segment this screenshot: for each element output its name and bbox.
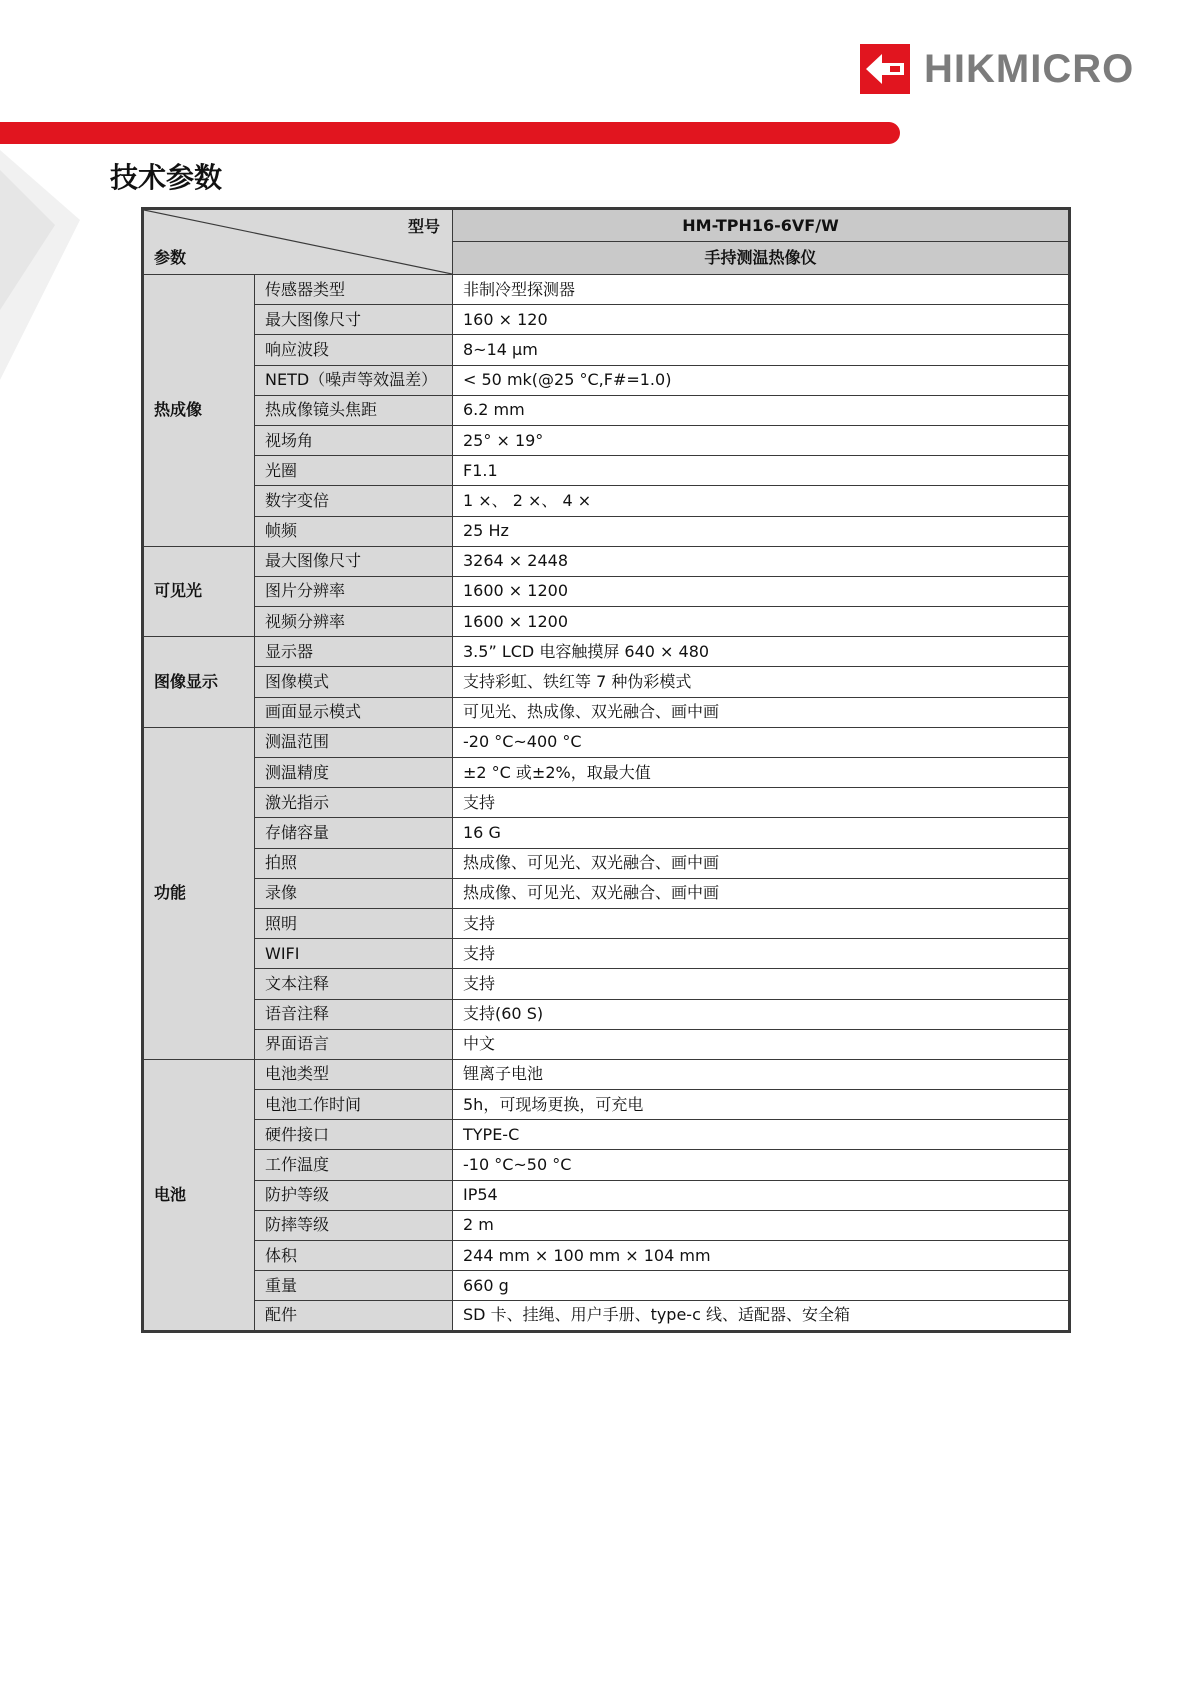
brand-name: HIKMICRO [924, 46, 1135, 91]
param-name-cell: 文本注释 [255, 969, 453, 999]
param-name-cell: 最大图像尺寸 [255, 546, 453, 576]
hikmicro-logo [860, 44, 1134, 94]
table-row [143, 486, 1070, 516]
header-param-label: 参数 [154, 248, 187, 267]
param-name-cell: 语音注释 [255, 999, 453, 1029]
param-value-cell: < 50 mk(@25 °C,F#=1.0) [453, 365, 1070, 395]
param-name-cell: 传感器类型 [255, 275, 453, 305]
param-name-cell: 光圈 [255, 456, 453, 486]
table-row [143, 878, 1070, 908]
param-name-cell: 画面显示模式 [255, 697, 453, 727]
table-row [143, 546, 1070, 576]
param-name-cell: 防摔等级 [255, 1210, 453, 1240]
param-name-cell: 配件 [255, 1301, 453, 1331]
table-row [143, 818, 1070, 848]
decorative-shape-icon [0, 150, 90, 380]
param-name-cell: 视场角 [255, 425, 453, 455]
param-value-cell: -10 °C~50 °C [453, 1150, 1070, 1180]
param-value-cell: 中文 [453, 1029, 1070, 1059]
table-row [143, 607, 1070, 637]
param-name-cell: 显示器 [255, 637, 453, 667]
table-row [143, 1301, 1070, 1331]
param-name-cell: 硬件接口 [255, 1120, 453, 1150]
param-value-cell: 1600 × 1200 [453, 607, 1070, 637]
table-row [143, 758, 1070, 788]
table-row [143, 1120, 1070, 1150]
param-value-cell: 支持 [453, 908, 1070, 938]
category-cell: 可见光 [143, 546, 255, 637]
table-row [143, 697, 1070, 727]
table-row [143, 667, 1070, 697]
table-row [143, 305, 1070, 335]
param-name-cell: 体积 [255, 1241, 453, 1271]
param-value-cell: 16 G [453, 818, 1070, 848]
table-row [143, 1241, 1070, 1271]
param-value-cell: 6.2 mm [453, 395, 1070, 425]
param-value-cell: 非制冷型探测器 [453, 275, 1070, 305]
param-value-cell: 1600 × 1200 [453, 576, 1070, 606]
param-name-cell: 激光指示 [255, 788, 453, 818]
param-name-cell: 存储容量 [255, 818, 453, 848]
param-name-cell: 界面语言 [255, 1029, 453, 1059]
table-row [143, 1210, 1070, 1240]
param-value-cell: 热成像、可见光、双光融合、画中画 [453, 878, 1070, 908]
table-row [143, 788, 1070, 818]
param-value-cell: 1 ×、 2 ×、 4 × [453, 486, 1070, 516]
param-value-cell: F1.1 [453, 456, 1070, 486]
param-name-cell: 数字变倍 [255, 486, 453, 516]
hikmicro-logo-icon [860, 44, 910, 94]
table-row [143, 908, 1070, 938]
table-row [143, 425, 1070, 455]
param-value-cell: IP54 [453, 1180, 1070, 1210]
param-name-cell: 工作温度 [255, 1150, 453, 1180]
table-row [143, 848, 1070, 878]
param-name-cell: 防护等级 [255, 1180, 453, 1210]
table-row [143, 516, 1070, 546]
header-model-label: 型号 [407, 217, 440, 236]
table-row [143, 999, 1070, 1029]
param-name-cell: 最大图像尺寸 [255, 305, 453, 335]
param-value-cell: 5h，可现场更换，可充电 [453, 1090, 1070, 1120]
param-value-cell: 支持(60 S) [453, 999, 1070, 1029]
param-value-cell: 锂离子电池 [453, 1059, 1070, 1089]
param-name-cell: WIFI [255, 939, 453, 969]
table-row [143, 1059, 1070, 1089]
param-name-cell: 图像模式 [255, 667, 453, 697]
header-red-bar [0, 122, 900, 144]
param-value-cell: 25° × 19° [453, 425, 1070, 455]
param-value-cell: 3.5” LCD 电容触摸屏 640 × 480 [453, 637, 1070, 667]
category-cell: 功能 [143, 727, 255, 1059]
table-row [143, 275, 1070, 305]
header-model-value: HM-TPH16-6VF/W [453, 209, 1070, 242]
category-cell: 电池 [143, 1059, 255, 1331]
param-value-cell: 660 g [453, 1271, 1070, 1301]
category-cell: 图像显示 [143, 637, 255, 728]
param-value-cell: 支持 [453, 788, 1070, 818]
param-name-cell: 视频分辨率 [255, 607, 453, 637]
param-value-cell: 8~14 μm [453, 335, 1070, 365]
param-name-cell: 拍照 [255, 848, 453, 878]
param-name-cell: 测温精度 [255, 758, 453, 788]
table-row [143, 1029, 1070, 1059]
param-value-cell: 支持 [453, 939, 1070, 969]
param-value-cell: 3264 × 2448 [453, 546, 1070, 576]
param-value-cell: 可见光、热成像、双光融合、画中画 [453, 697, 1070, 727]
param-name-cell: 图片分辨率 [255, 576, 453, 606]
diagonal-line-icon [144, 210, 452, 274]
table-row [143, 727, 1070, 757]
table-row [143, 456, 1070, 486]
param-value-cell: ±2 °C 或±2%，取最大值 [453, 758, 1070, 788]
table-row [143, 1271, 1070, 1301]
header-product-value: 手持测温热像仪 [453, 242, 1070, 275]
table-row [143, 395, 1070, 425]
param-value-cell: SD 卡、挂绳、用户手册、type-c 线、适配器、安全箱 [453, 1301, 1070, 1331]
spec-table [141, 207, 1071, 1333]
param-name-cell: NETD（噪声等效温差） [255, 365, 453, 395]
param-name-cell: 响应波段 [255, 335, 453, 365]
page-title: 技术参数 [110, 161, 223, 194]
table-row [143, 335, 1070, 365]
table-row [143, 1090, 1070, 1120]
param-value-cell: 160 × 120 [453, 305, 1070, 335]
param-name-cell: 照明 [255, 908, 453, 938]
table-row [143, 1180, 1070, 1210]
param-name-cell: 帧频 [255, 516, 453, 546]
table-row [143, 637, 1070, 667]
param-value-cell: 25 Hz [453, 516, 1070, 546]
table-row [143, 1150, 1070, 1180]
param-name-cell: 录像 [255, 878, 453, 908]
param-name-cell: 热成像镜头焦距 [255, 395, 453, 425]
table-row [143, 939, 1070, 969]
category-cell: 热成像 [143, 275, 255, 547]
table-row [143, 969, 1070, 999]
param-name-cell: 电池类型 [255, 1059, 453, 1089]
header-row-1 [143, 209, 1070, 242]
param-value-cell: 热成像、可见光、双光融合、画中画 [453, 848, 1070, 878]
param-name-cell: 电池工作时间 [255, 1090, 453, 1120]
table-row [143, 365, 1070, 395]
param-name-cell: 重量 [255, 1271, 453, 1301]
header-diagonal-cell [143, 209, 453, 275]
param-value-cell: TYPE-C [453, 1120, 1070, 1150]
param-value-cell: 支持 [453, 969, 1070, 999]
param-name-cell: 测温范围 [255, 727, 453, 757]
param-value-cell: -20 °C~400 °C [453, 727, 1070, 757]
param-value-cell: 244 mm × 100 mm × 104 mm [453, 1241, 1070, 1271]
param-value-cell: 2 m [453, 1210, 1070, 1240]
table-row [143, 576, 1070, 606]
param-value-cell: 支持彩虹、铁红等 7 种伪彩模式 [453, 667, 1070, 697]
